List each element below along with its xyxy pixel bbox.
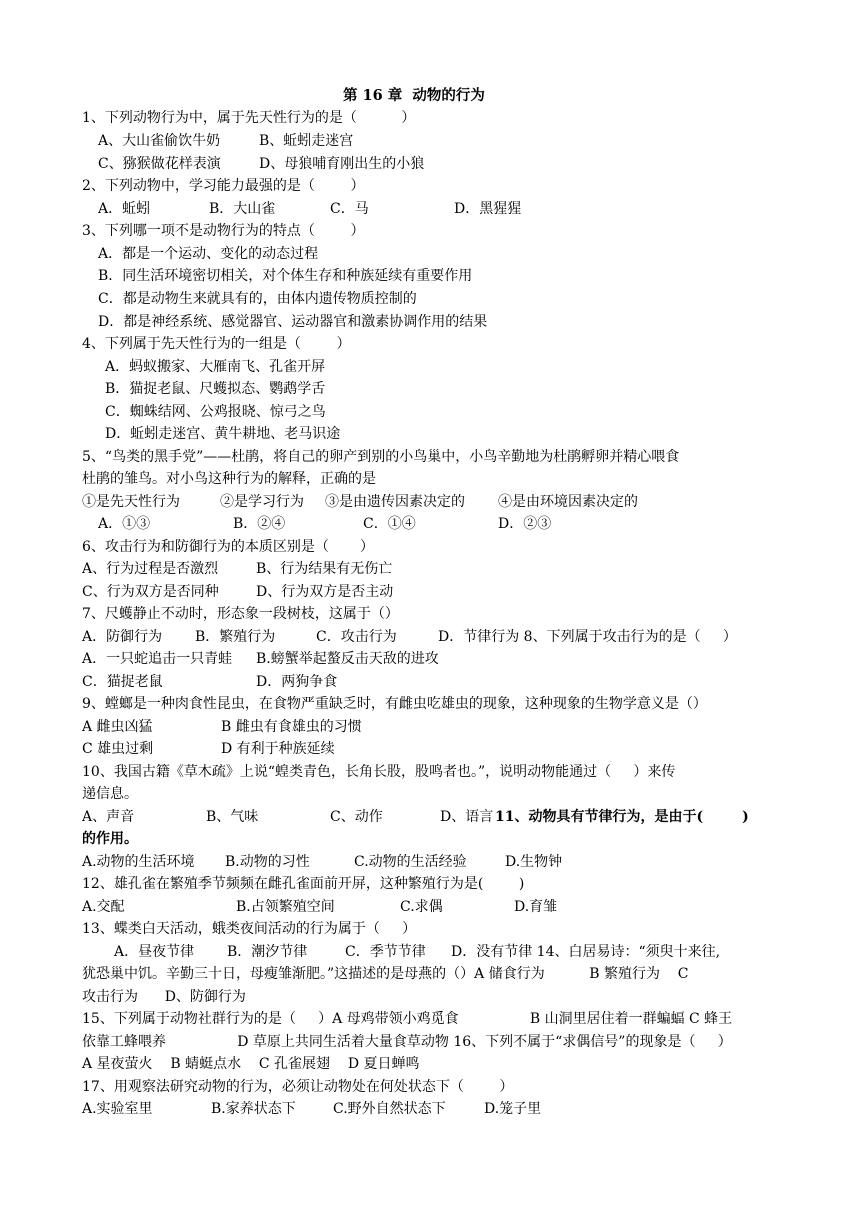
question-14-cont-2: 攻击行为 D、防御行为 <box>82 989 246 1005</box>
q9-option-d: D 有利于种族延续 <box>221 741 335 757</box>
q11-option-a: A.动物的生活环境 <box>82 854 195 870</box>
question-5: 5、“鸟类的黑手党”——杜鹃，将自己的卵产到别的小鸟巢中，小鸟辛勤地为杜鹃孵卵并精心喂食 <box>82 449 680 465</box>
q8-option-c: C．猫捉老鼠 <box>82 674 163 690</box>
question-15: 15、下列属于动物社群行为的是（ ）A 母鸡带领小鸡觅食 B 山洞里居住着一群蝙蝠 C 蜂王 <box>82 1011 733 1027</box>
q3-option-d: D．都是神经系统、感觉器官、运动器官和激素协调作用的结果 <box>98 314 488 330</box>
q11-option-d: D.生物钟 <box>505 854 563 870</box>
q17-option-b: B.家养状态下 <box>211 1101 296 1117</box>
q17-option-c: C.野外自然状态下 <box>333 1101 446 1117</box>
question-13: 13、蝶类白天活动，蛾类夜间活动的行为属于（ ） <box>82 921 417 937</box>
q11-option-b: B.动物的习性 <box>225 854 310 870</box>
question-10: 10、我国古籍《草木疏》上说“蝗类青色，长角长股，股鸣者也。”，说明动物能通过（ ）来传 <box>82 764 676 780</box>
q5-statement-3: ③是由遗传因素决定的 <box>325 494 465 510</box>
q13-option-d-and-question-14: D．没有节律 14、白居易诗：“须臾十来往, <box>451 944 721 960</box>
chapter-title: 第 16 章 动物的行为 <box>343 87 485 104</box>
q5-statement-1: ①是先天性行为 <box>82 494 180 510</box>
q9-option-a: A 雌虫凶猛 <box>82 719 153 735</box>
question-15-cont-and-question-16: 依靠工蜂喂养 D 草原上共同生活着大量食草动物 16、下列不属于“求偶信号”的现象是（ ） <box>82 1034 732 1050</box>
q9-option-c: C 雄虫过剩 <box>82 741 154 757</box>
q10-option-b: B、气味 <box>206 809 259 825</box>
q6-option-a: A、行为过程是否激烈 <box>82 561 219 577</box>
q12-option-c: C.求偶 <box>400 899 443 915</box>
q13-option-b: B．潮汐节律 <box>227 944 308 960</box>
q12-option-d: D.育雏 <box>514 899 558 915</box>
question-1: 1、下列动物行为中，属于先天性行为的是（ ） <box>82 110 416 126</box>
q2-option-c: C．马 <box>330 201 369 217</box>
q3-option-b: B．同生活环境密切相关，对个体生存和种族延续有重要作用 <box>98 268 473 284</box>
q8-option-d: D．两狗争食 <box>256 674 338 690</box>
q1-option-d: D、母狼哺育刚出生的小狼 <box>259 156 425 172</box>
q7-option-b: B．繁殖行为 <box>195 629 276 645</box>
question-4: 4、下列属于先天性行为的一组是（ ） <box>82 336 351 352</box>
question-2: 2、下列动物中，学习能力最强的是（ ） <box>82 178 365 194</box>
q1-option-b: B、蚯蚓走迷宫 <box>259 133 354 149</box>
question-7: 7、尺蠖静止不动时，形态象一段树枝，这属于（） <box>82 606 399 622</box>
q4-option-a: A．蚂蚁搬家、大雁南飞、孔雀开屏 <box>105 359 326 375</box>
q17-option-a: A.实验室里 <box>82 1101 153 1117</box>
q1-option-a: A、大山雀偷饮牛奶 <box>98 133 221 149</box>
question-14-cont: 犹恐巢中饥。辛勤三十日，母瘦雏渐肥。”这描述的是母燕的（）A 储食行为 B 繁殖行为 C <box>82 966 689 982</box>
question-3: 3、下列哪一项不是动物行为的特点（ ） <box>82 223 365 239</box>
q13-option-a: A．昼夜节律 <box>114 944 195 960</box>
q8-option-a: A．一只蛇追击一只青蛙 <box>82 651 233 667</box>
q5-option-d: D．②③ <box>498 516 552 532</box>
q4-option-d: D．蚯蚓走迷宫、黄牛耕地、老马识途 <box>105 426 341 442</box>
q5-option-a: A．①③ <box>98 516 151 532</box>
question-17: 17、用观察法研究动物的行为，必须让动物处在何处状态下（ ） <box>82 1079 514 1095</box>
q10-option-a: A、声音 <box>82 809 135 825</box>
q3-option-c: C．都是动物生来就具有的，由体内遗传物质控制的 <box>98 291 417 307</box>
q13-option-c: C．季节节律 <box>345 944 426 960</box>
q4-option-b: B．猫捉老鼠、尺蠖拟态、鹦鹉学舌 <box>105 381 326 397</box>
question-5-cont: 杜鹃的雏鸟。对小鸟这种行为的解释，正确的是 <box>82 471 376 487</box>
q4-option-c: C．蜘蛛结网、公鸡报晓、惊弓之鸟 <box>105 404 326 420</box>
q9-option-b: B 雌虫有食雄虫的习惯 <box>221 719 362 735</box>
q7-option-c: C．攻击行为 <box>316 629 397 645</box>
q7-option-a: A．防御行为 <box>82 629 163 645</box>
question-10-cont: 递信息。 <box>82 786 138 802</box>
question-9: 9、螳螂是一种肉食性昆虫，在食物严重缺乏时，有雌虫吃雄虫的现象，这种现象的生物学意义是（） <box>82 696 707 712</box>
q7-option-d-and-question-8: D．节律行为 8、下列属于攻击行为的是（ ） <box>438 629 737 645</box>
q1-option-c: C、猕猴做花样表演 <box>98 156 221 172</box>
q5-statement-4: ④是由环境因素决定的 <box>498 494 638 510</box>
question-11-cont: 的作用。 <box>82 831 138 847</box>
q6-option-c: C、行为双方是否同种 <box>82 584 219 600</box>
q12-option-b: B.占领繁殖空间 <box>236 899 335 915</box>
q5-option-b: B．②④ <box>233 516 286 532</box>
q16-options: A 星夜萤火 B 蜻蜓点水 C 孔雀展翅 D 夏日蝉鸣 <box>82 1056 420 1072</box>
question-11: 11、动物具有节律行为，是由于( ) <box>495 809 749 825</box>
q2-option-d: D．黑猩猩 <box>454 201 522 217</box>
q8-option-b: B.螃蟹举起螯反击天敌的进攻 <box>256 651 439 667</box>
question-6: 6、攻击行为和防御行为的本质区别是（ ） <box>82 539 375 555</box>
q10-option-d: D、语言 <box>440 809 498 825</box>
question-12: 12、雄孔雀在繁殖季节频频在雌孔雀面前开屏，这种繁殖行为是( ) <box>82 876 525 892</box>
q10-option-c: C、动作 <box>330 809 383 825</box>
q2-option-b: B．大山雀 <box>209 201 276 217</box>
q5-option-c: C．①④ <box>363 516 416 532</box>
q11-option-c: C.动物的生活经验 <box>354 854 467 870</box>
q6-option-d: D、行为双方是否主动 <box>256 584 394 600</box>
q2-option-a: A．蚯蚓 <box>98 201 151 217</box>
q3-option-a: A．都是一个运动、变化的动态过程 <box>98 246 319 262</box>
q6-option-b: B、行为结果有无伤亡 <box>256 561 393 577</box>
q5-statement-2: ②是学习行为 <box>220 494 304 510</box>
q12-option-a: A.交配 <box>82 899 125 915</box>
q17-option-d: D.笼子里 <box>484 1101 542 1117</box>
